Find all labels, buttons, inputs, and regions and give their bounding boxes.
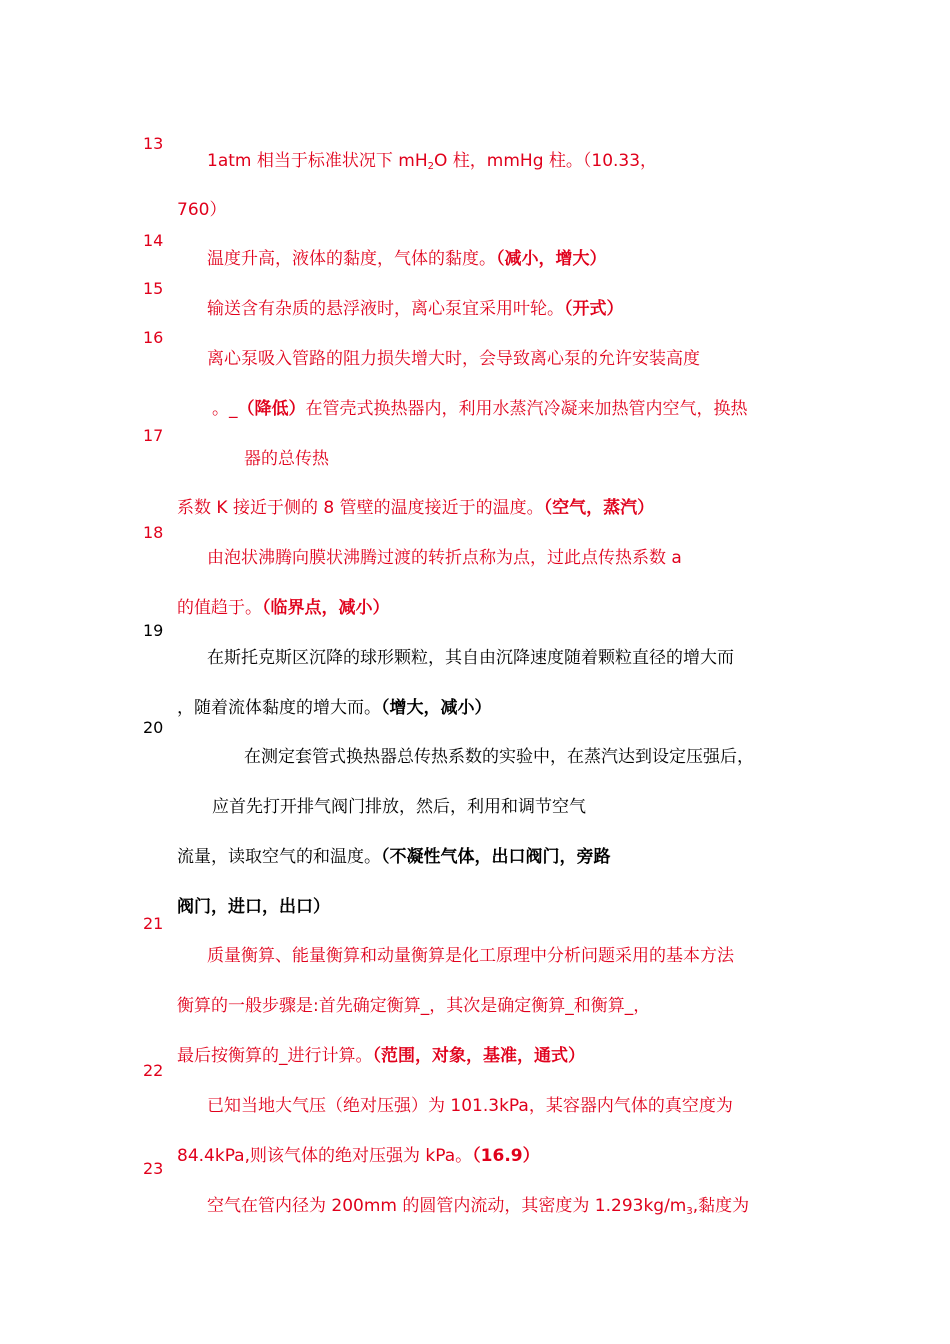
q16-line2: 。_（降低）在管壳式换热器内，利用水蒸汽冷凝来加热管内空气，换热 xyxy=(212,399,748,419)
q14-line1: 温度升高，液体的黏度，气体的黏度。（减小，增大） xyxy=(207,249,607,269)
q20-line2: 应首先打开排气阀门排放，然后，利用和调节空气 xyxy=(212,797,586,817)
q20-line4: 阀门，进口，出口） xyxy=(177,897,330,917)
q21-line2: 衡算的一般步骤是:首先确定衡算_，其次是确定衡算_和衡算_， xyxy=(177,996,651,1016)
question-number-18: 18 xyxy=(143,523,164,542)
q23-line1: 空气在管内径为 200mm 的圆管内流动，其密度为 $1.293kg/m_3$,黏度为 xyxy=(207,1196,750,1217)
q13-line2: 760） xyxy=(177,200,227,220)
q15-line1: 输送含有杂质的悬浮液时，离心泵宜采用叶轮。（开式） xyxy=(207,299,624,319)
q21-line1: 质量衡算、能量衡算和动量衡算是化工原理中分析问题采用的基本方法 xyxy=(207,946,734,966)
question-number-16: 16 xyxy=(143,328,164,347)
question-number-20: 20 xyxy=(143,718,164,737)
question-number-17: 17 xyxy=(143,426,164,445)
question-number-13: 13 xyxy=(143,134,164,153)
question-number-15: 15 xyxy=(143,279,164,298)
q17-line2: 系数 K 接近于侧的 8 管壁的温度接近于的温度。（空气，蒸汽） xyxy=(177,498,655,518)
q22-line1: 已知当地大气压（绝对压强）为 101.3kPa，某容器内气体的真空度为 xyxy=(207,1096,733,1116)
q21-line3: 最后按衡算的_进行计算。（范围，对象，基准，通式） xyxy=(177,1046,585,1066)
q17-line1: 器的总传热 xyxy=(244,449,329,469)
q18-line1: 由泡状沸腾向膜状沸腾过渡的转折点称为点，过此点传热系数 a xyxy=(207,548,682,568)
q18-line2: 的值趋于。（临界点，减小） xyxy=(177,598,390,618)
question-number-23: 23 xyxy=(143,1159,164,1178)
q19-line1: 在斯托克斯区沉降的球形颗粒，其自由沉降速度随着颗粒直径的增大而 xyxy=(207,648,734,668)
question-number-21: 21 xyxy=(143,914,164,933)
q13-line1: 1atm 相当于标准状况下 $mH_2O$ 柱，mmHg 柱。（10.33， xyxy=(207,151,658,172)
question-number-22: 22 xyxy=(143,1061,164,1080)
q20-line1: 在测定套管式换热器总传热系数的实验中，在蒸汽达到设定压强后， xyxy=(244,747,754,767)
q16-line1: 离心泵吸入管路的阻力损失增大时，会导致离心泵的允许安装高度 xyxy=(207,349,700,369)
q19-line2: ，随着流体黏度的增大而。（增大，减小） xyxy=(177,698,492,718)
q22-line2: 84.4kPa,则该气体的绝对压强为 kPa。（16.9） xyxy=(177,1146,540,1166)
q20-line3: 流量，读取空气的和温度。（不凝性气体，出口阀门，旁路 xyxy=(177,847,611,867)
question-number-19: 19 xyxy=(143,621,164,640)
question-number-14: 14 xyxy=(143,231,164,250)
